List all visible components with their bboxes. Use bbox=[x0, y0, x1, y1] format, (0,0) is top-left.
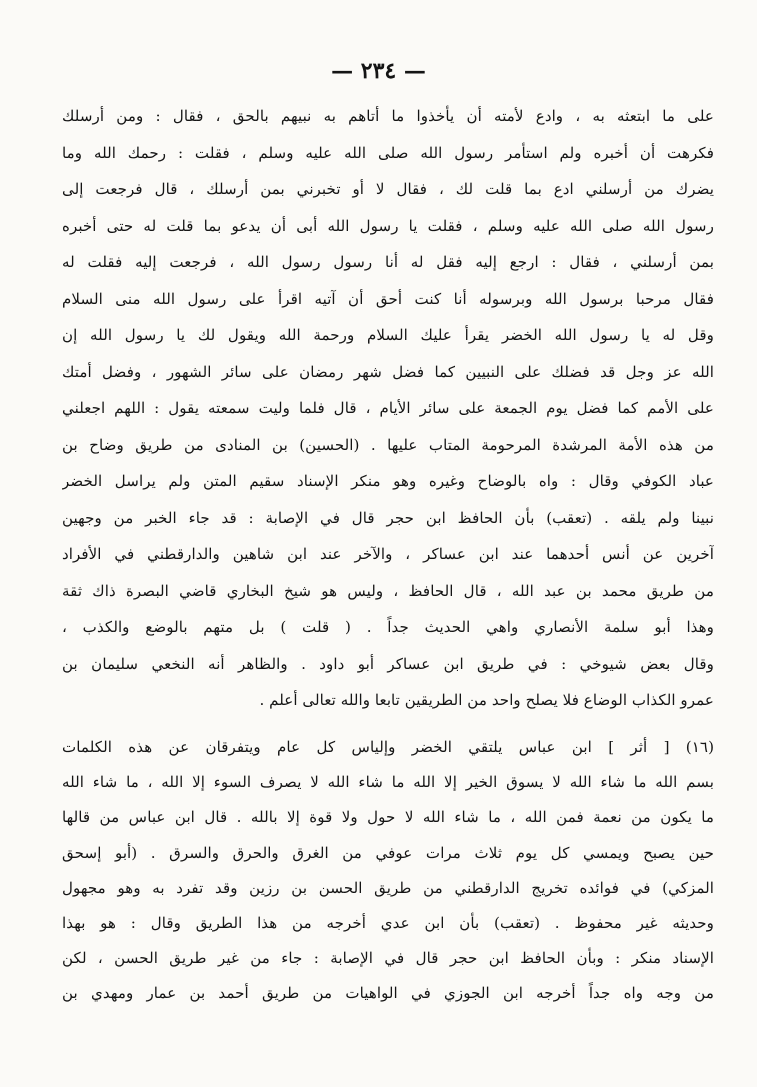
text-line: من هذه الأمة المرشدة المرحومة المتاب عليها . (الحسين) بن المنادى من طريق وضاح بن bbox=[62, 435, 714, 454]
text-line: المزكي) في فوائده تخريج الدارقطني من طريق الحسن بن رزين وقد تفرد به وهو مجهول bbox=[62, 878, 714, 897]
text-line: (١٦) [ أثر ] ابن عباس يلتقي الخضر وإلياس كل عام ويتفرقان عن هذه الكلمات bbox=[62, 738, 714, 756]
paragraph-2 bbox=[62, 730, 714, 1012]
text-line: بمن أرسلني ، فقال : ارجع إليه فقل له أنا رسول رسول الله ، فرجعت إليه فقلت له bbox=[62, 253, 714, 271]
text-line: من طريق محمد بن عبد الله ، قال الحافظ ، وليس هو شيخ البخاري قاضي البصرة ذاك ثقة bbox=[62, 581, 714, 600]
text-line: على ما ابتعثه به ، وادع لأمته أن يأخذوا ما أتاهم به نبيهم بالحق ، فقال : ومن أرسلك bbox=[62, 107, 714, 125]
text-line: فكرهت أن أخبره ولم استأمر رسول الله صلى الله عليه وسلم ، فقلت : رحمك الله وما bbox=[62, 143, 714, 162]
text-line: نبينا ولم يلقه . (تعقب) بأن الحافظ ابن حجر قال في الإصابة : قد جاء الخبر من وجهين bbox=[62, 508, 714, 527]
text-line: فقال مرحبا برسول الله وبرسوله أنا كنت أحق أن آتيه اقرأ على رسول الله منى السلام bbox=[62, 289, 714, 308]
text-line: رسول الله صلى الله عليه وسلم ، فقلت يا رسول الله أبى أن يدعو بما قلت له حتى أخبره bbox=[62, 216, 714, 235]
paragraph-1 bbox=[62, 98, 714, 719]
text-line: عمرو الكذاب الوضاع فلا يصلح واحد من الطريقين تابعا والله تعالى أعلم . bbox=[259, 691, 714, 709]
text-line: على الأمم كما فضل يوم الجمعة على سائر الأيام ، قال فلما وليت سمعته يقول : اللهم اجعلني bbox=[62, 399, 714, 417]
text-line: بسم الله ما شاء الله لا يسوق الخير إلا الله ما شاء الله لا يصرف السوء إلا الله ، ما شاء الله bbox=[62, 773, 714, 792]
page-number: — ٢٣٤ — bbox=[331, 58, 426, 84]
text-line: الإسناد منكر : وبأن الحافظ ابن حجر قال في الإصابة : جاء من غير طريق الحسن ، لكن bbox=[62, 949, 714, 968]
text-line: عباد الكوفي وقال : واه بالوضاح وغيره وهو منكر الإسناد سقيم المتن ولم يراسل الخضر bbox=[62, 472, 714, 490]
text-line: حين يصبح ويمسي كل يوم ثلاث مرات عوفي من الغرق والحرق والسرق . (أبو إسحق bbox=[62, 843, 714, 862]
text-line: وقال بعض شيوخي : في طريق ابن عساكر أبو داود . والظاهر أنه النخعي سليمان بن bbox=[62, 654, 714, 673]
text-line: يضرك من أرسلني ادع بما قلت لك ، فقال لا أو تخبرني بمن أرسلك ، قال فرجعت إلى bbox=[62, 180, 714, 198]
text-line: وحديثه غير محفوظ . (تعقب) بأن ابن عدي أخرجه من هذا الطريق وقال : هو بهذا bbox=[62, 913, 714, 932]
text-line: من وجه واه جداً أخرجه ابن الجوزي في الواهيات من طريق أحمد بن عمار ومهدي بن bbox=[62, 984, 714, 1003]
text-line: وهذا أبو سلمة الأنصاري واهي الحديث جداً . ( قلت ) بل متهم بالوضع والكذب ، bbox=[62, 618, 714, 636]
text-line: وقل له يا رسول الله الخضر يقرأ عليك السلام ورحمة الله ويقول لك يا رسول الله إن bbox=[62, 326, 714, 344]
text-line: آخرين عن أنس أحدهما عند ابن عساكر ، والآخر عند ابن شاهين والدارقطني في الأفراد bbox=[62, 545, 714, 563]
text-line: ما يكون من نعمة فمن الله ، ما شاء الله لا حول ولا قوة إلا بالله . قال ابن عباس من قالها bbox=[62, 808, 714, 827]
text-line: الله عز وجل قد فضلك على النبيين كما فضل شهر رمضان على سائر الشهور ، وفضل أمتك bbox=[62, 362, 714, 381]
